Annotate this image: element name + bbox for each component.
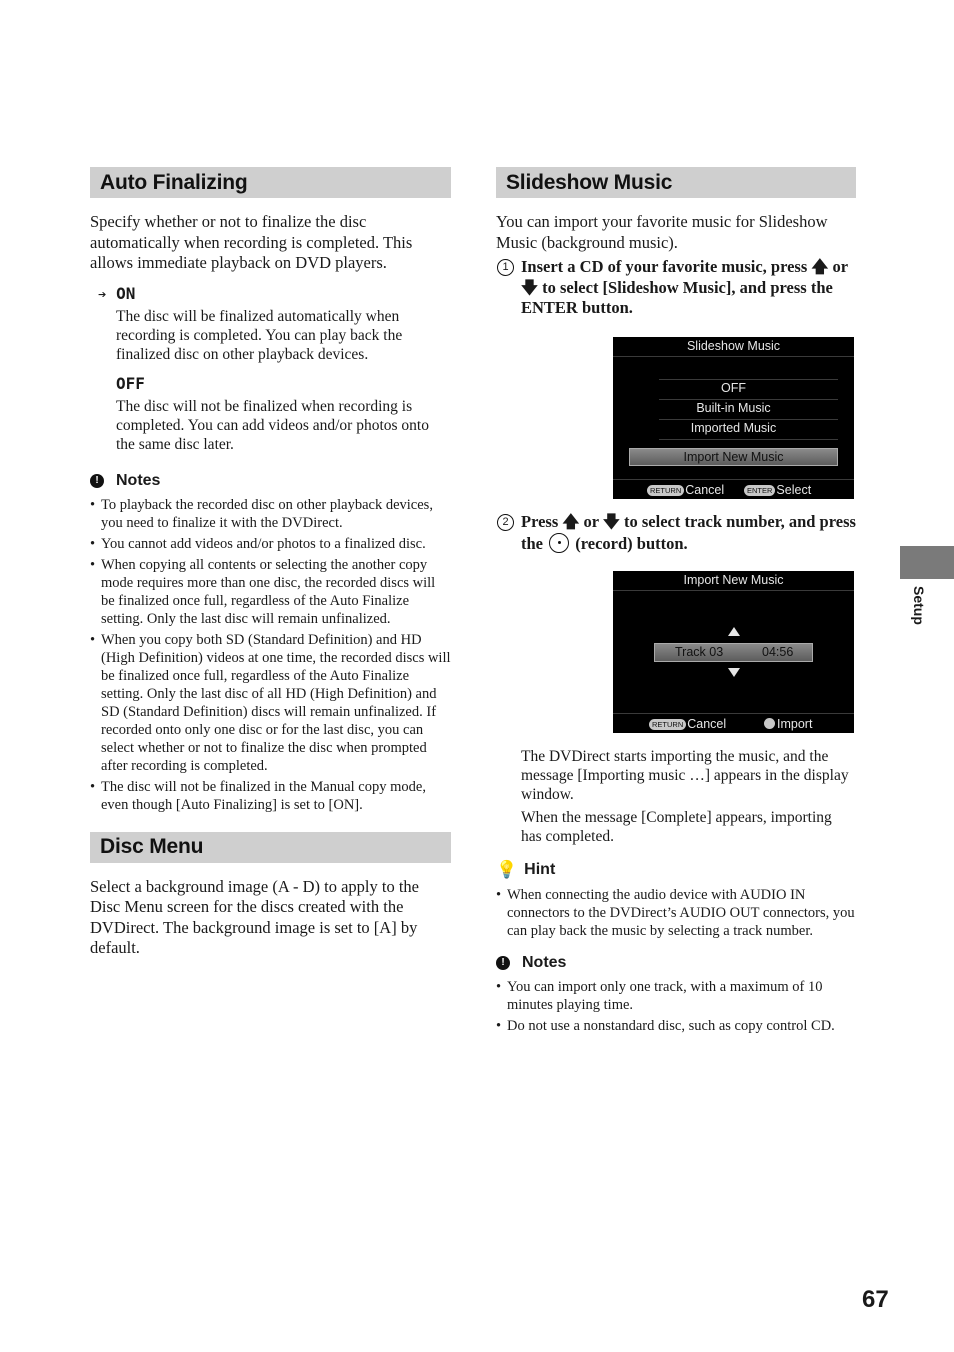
list-item: • When connecting the audio device with AUDIO IN connectors to the DVDirect’s AUDIO OUT connectors, you can play back the music by selecting a track number. xyxy=(496,886,856,940)
auto-finalizing-notes xyxy=(90,472,451,814)
record-button-icon xyxy=(549,533,569,553)
screen-title: Slideshow Music xyxy=(686,339,781,353)
list-item: • To playback the recorded disc on other playback devices, you need to finalize it with the DVDirect. xyxy=(90,496,451,532)
cancel-hint: RETURN Cancel xyxy=(647,483,724,497)
menu-option-import-new-music[interactable]: Import New Music xyxy=(629,448,838,466)
list-item: • The disc will not be finalized in the Manual copy mode, even though [Auto Finalizing] is set to [ON]. xyxy=(90,778,451,814)
track-number: Track 03 xyxy=(675,645,724,659)
arrow-right-icon: ➔ xyxy=(98,286,107,303)
hint-list xyxy=(496,886,856,940)
option-off-title: OFF xyxy=(116,373,145,393)
auto-finalizing-intro: Specify whether or not to finalize the disc automatically when recording is completed. This allows immediate playback on DVD players. xyxy=(90,212,413,272)
list-item: • When you copy both SD (Standard Definition) and HD (High Definition) videos at one time, the recorded discs will be finalized once full, regardless of the Auto Finalize setting. Only the last disc of all HD (High Definition) and SD (Standard Definition) discs will remain unfinalized. If recorded onto only one disc or for the last disc, you can select whether or not to finalize the disc when prompted after recording is completed. xyxy=(90,631,451,775)
option-off-text: The disc will not be finalized when recording is completed. You can add videos and/or photos onto the same disc later. xyxy=(116,397,429,453)
slideshow-music-screen xyxy=(613,337,854,499)
triangle-up-icon[interactable] xyxy=(728,627,740,636)
import-new-music-screen xyxy=(613,571,854,733)
list-item: • Do not use a nonstandard disc, such as copy control CD. xyxy=(496,1017,856,1035)
list-item: • You cannot add videos and/or photos to a finalized disc. xyxy=(90,535,451,553)
left-column xyxy=(90,167,451,959)
auto-finalizing-heading: Auto Finalizing xyxy=(90,167,451,198)
notes-heading: ! Notes xyxy=(90,472,451,490)
slideshow-music-heading: Slideshow Music xyxy=(496,167,856,198)
step-number: 2 xyxy=(497,514,514,531)
notes-icon: ! xyxy=(496,956,510,970)
arrow-down-icon: 🡇 xyxy=(521,277,538,297)
cancel-hint: RETURN Cancel xyxy=(649,717,726,731)
slideshow-music-intro: You can import your favorite music for Slideshow Music (background music). xyxy=(496,212,828,252)
screen-title: Import New Music xyxy=(683,573,784,587)
import-progress-text: The DVDirect starts importing the music, and the message [Importing music …] appears in the display window. xyxy=(521,748,849,803)
return-button-icon: RETURN xyxy=(649,719,686,730)
menu-option-off[interactable]: OFF xyxy=(721,381,746,395)
step-1: 1 Insert a CD of your favorite music, press 🡅 or 🡇 to select [Slideshow Music], and press the ENTER button. xyxy=(496,257,856,319)
option-on-title: ➔ ON xyxy=(98,283,136,303)
return-button-icon: RETURN xyxy=(647,485,684,496)
step-2: 2 Press 🡅 or 🡇 to select track number, and press the (record) button. xyxy=(496,512,876,554)
menu-option-builtin-music[interactable]: Built-in Music xyxy=(696,401,771,415)
notes-list xyxy=(90,496,451,814)
notes-list xyxy=(496,978,856,1035)
triangle-down-icon[interactable] xyxy=(728,668,740,677)
right-lower xyxy=(496,747,856,1038)
step-number: 1 xyxy=(497,259,514,276)
arrow-up-icon: 🡅 xyxy=(562,512,580,531)
disc-menu-intro: Select a background image (A - D) to apply to the Disc Menu screen for the discs created with the DVDirect. The background image is set to [A] by default. xyxy=(90,876,419,957)
page-number: 67 xyxy=(862,1286,889,1313)
option-on xyxy=(90,284,451,364)
hint-heading: 💡 Hint xyxy=(496,860,556,879)
list-item: • When copying all contents or selecting the another copy mode requires more than one disc, the recorded discs will be finalized once full, regardless of the Auto Finalize setting. Only the last disc will remain unfinalized. xyxy=(90,556,451,628)
arrow-down-icon: 🡇 xyxy=(602,512,620,531)
section-tab xyxy=(900,546,954,579)
list-item: • You can import only one track, with a maximum of 10 minutes playing time. xyxy=(496,978,856,1014)
record-dot-icon xyxy=(764,718,775,729)
right-column xyxy=(496,167,856,319)
enter-button-icon: ENTER xyxy=(744,485,775,496)
disc-menu-heading: Disc Menu xyxy=(90,832,451,863)
menu-option-imported-music[interactable]: Imported Music xyxy=(690,421,777,435)
lightbulb-icon: 💡 xyxy=(496,860,518,879)
import-hint: Import xyxy=(764,717,812,731)
track-selector[interactable] xyxy=(654,643,813,662)
notes-icon: ! xyxy=(90,474,104,488)
track-time: 04:56 xyxy=(762,645,794,659)
arrow-up-icon: 🡅 xyxy=(811,257,829,276)
option-off xyxy=(90,374,451,454)
notes-heading: ! Notes xyxy=(496,954,856,972)
import-complete-text: When the message [Complete] appears, importing has completed. xyxy=(521,809,832,845)
option-on-text: The disc will be finalized automatically when recording is completed. You can play back the finalized disc on other playback devices. xyxy=(116,307,403,363)
select-hint: ENTER Select xyxy=(744,483,811,497)
section-tab-label: Setup xyxy=(911,586,927,625)
